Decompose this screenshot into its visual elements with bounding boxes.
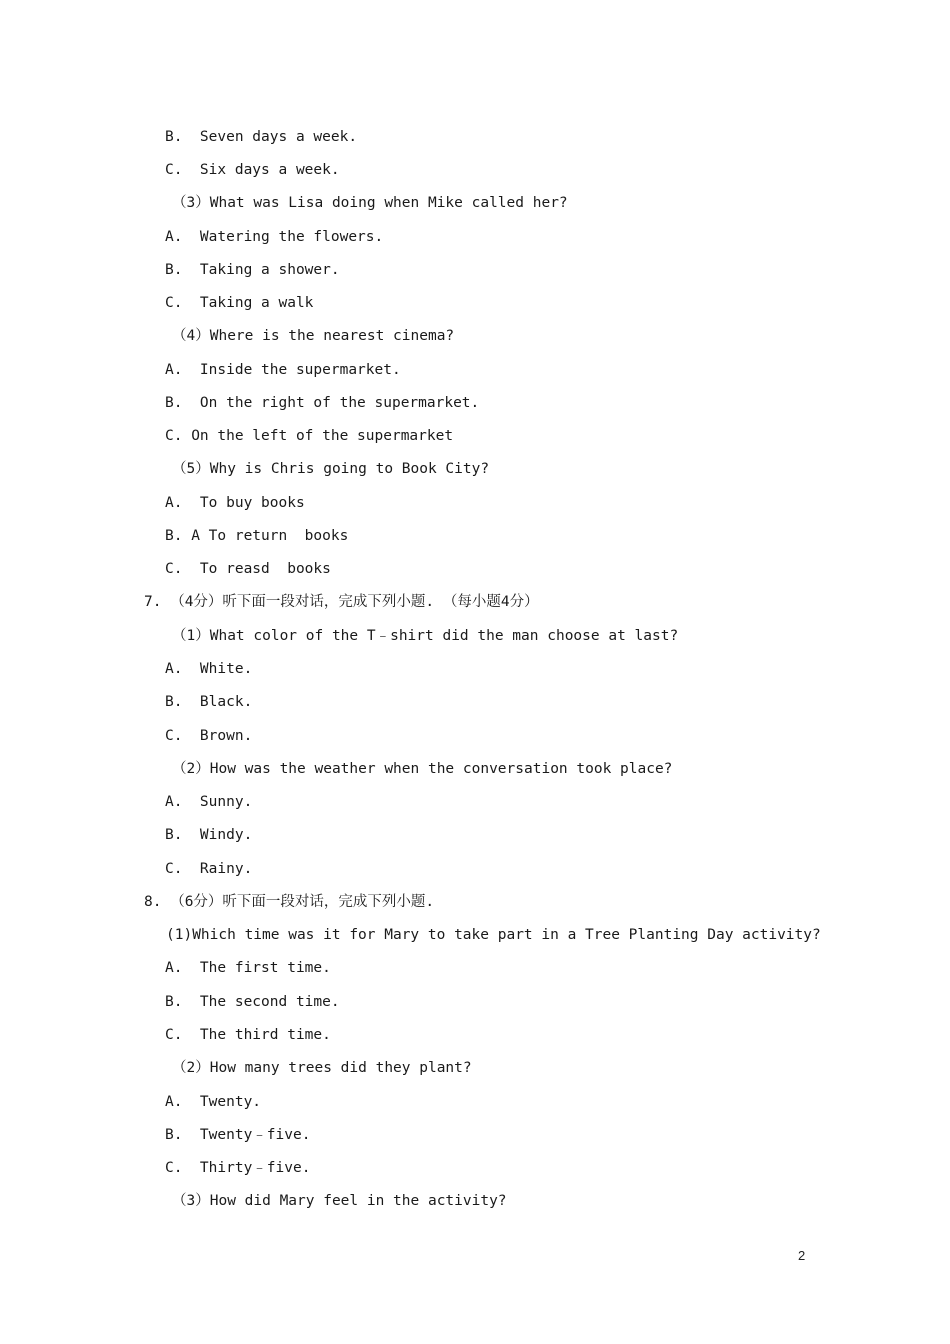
option-line: B. Seven days a week. <box>165 129 358 145</box>
option-line: A. To buy books <box>165 495 305 511</box>
option-line: A. Watering the flowers. <box>165 229 384 245</box>
question-line: （2）How many trees did they plant? <box>172 1060 472 1076</box>
option-line: B. Twenty﹣five. <box>165 1127 311 1143</box>
question-line: （1）What color of the T﹣shirt did the man choose at last? <box>172 628 679 644</box>
option-line: C. Rainy. <box>165 861 253 877</box>
option-line: C. Thirty﹣five. <box>165 1160 311 1176</box>
option-line: A. The first time. <box>165 960 331 976</box>
option-line: C. Six days a week. <box>165 162 340 178</box>
option-line: C. Brown. <box>165 728 253 744</box>
option-line: C. To reasd books <box>165 561 331 577</box>
option-line: A. Inside the supermarket. <box>165 362 401 378</box>
option-line: B. Windy. <box>165 827 253 843</box>
option-line: C. The third time. <box>165 1027 331 1043</box>
question-line: （4）Where is the nearest cinema? <box>172 328 455 344</box>
option-line: A. White. <box>165 661 253 677</box>
question-line: （3）How did Mary feel in the activity? <box>172 1193 507 1209</box>
option-line: B. Black. <box>165 694 253 710</box>
option-line: B. On the right of the supermarket. <box>165 395 480 411</box>
option-line: B. Taking a shower. <box>165 262 340 278</box>
question-line: （3）What was Lisa doing when Mike called her? <box>172 195 568 211</box>
question-line: （5）Why is Chris going to Book City? <box>172 461 490 477</box>
question-line: (1)Which time was it for Mary to take part in a Tree Planting Day activity? <box>166 927 821 943</box>
page-number: 2 <box>798 1248 806 1263</box>
option-line: A. Twenty. <box>165 1094 262 1110</box>
option-line: C. Taking a walk <box>165 295 314 311</box>
section-heading: 8. （6分）听下面一段对话，完成下列小题. <box>144 894 435 910</box>
question-line: （2）How was the weather when the conversation took place? <box>172 761 673 777</box>
option-line: B. The second time. <box>165 994 340 1010</box>
option-line: A. Sunny. <box>165 794 253 810</box>
option-line: B. A To return books <box>165 528 349 544</box>
option-line: C. On the left of the supermarket <box>165 428 454 444</box>
section-heading: 7. （4分）听下面一段对话，完成下列小题. （每小题4分） <box>144 594 539 610</box>
